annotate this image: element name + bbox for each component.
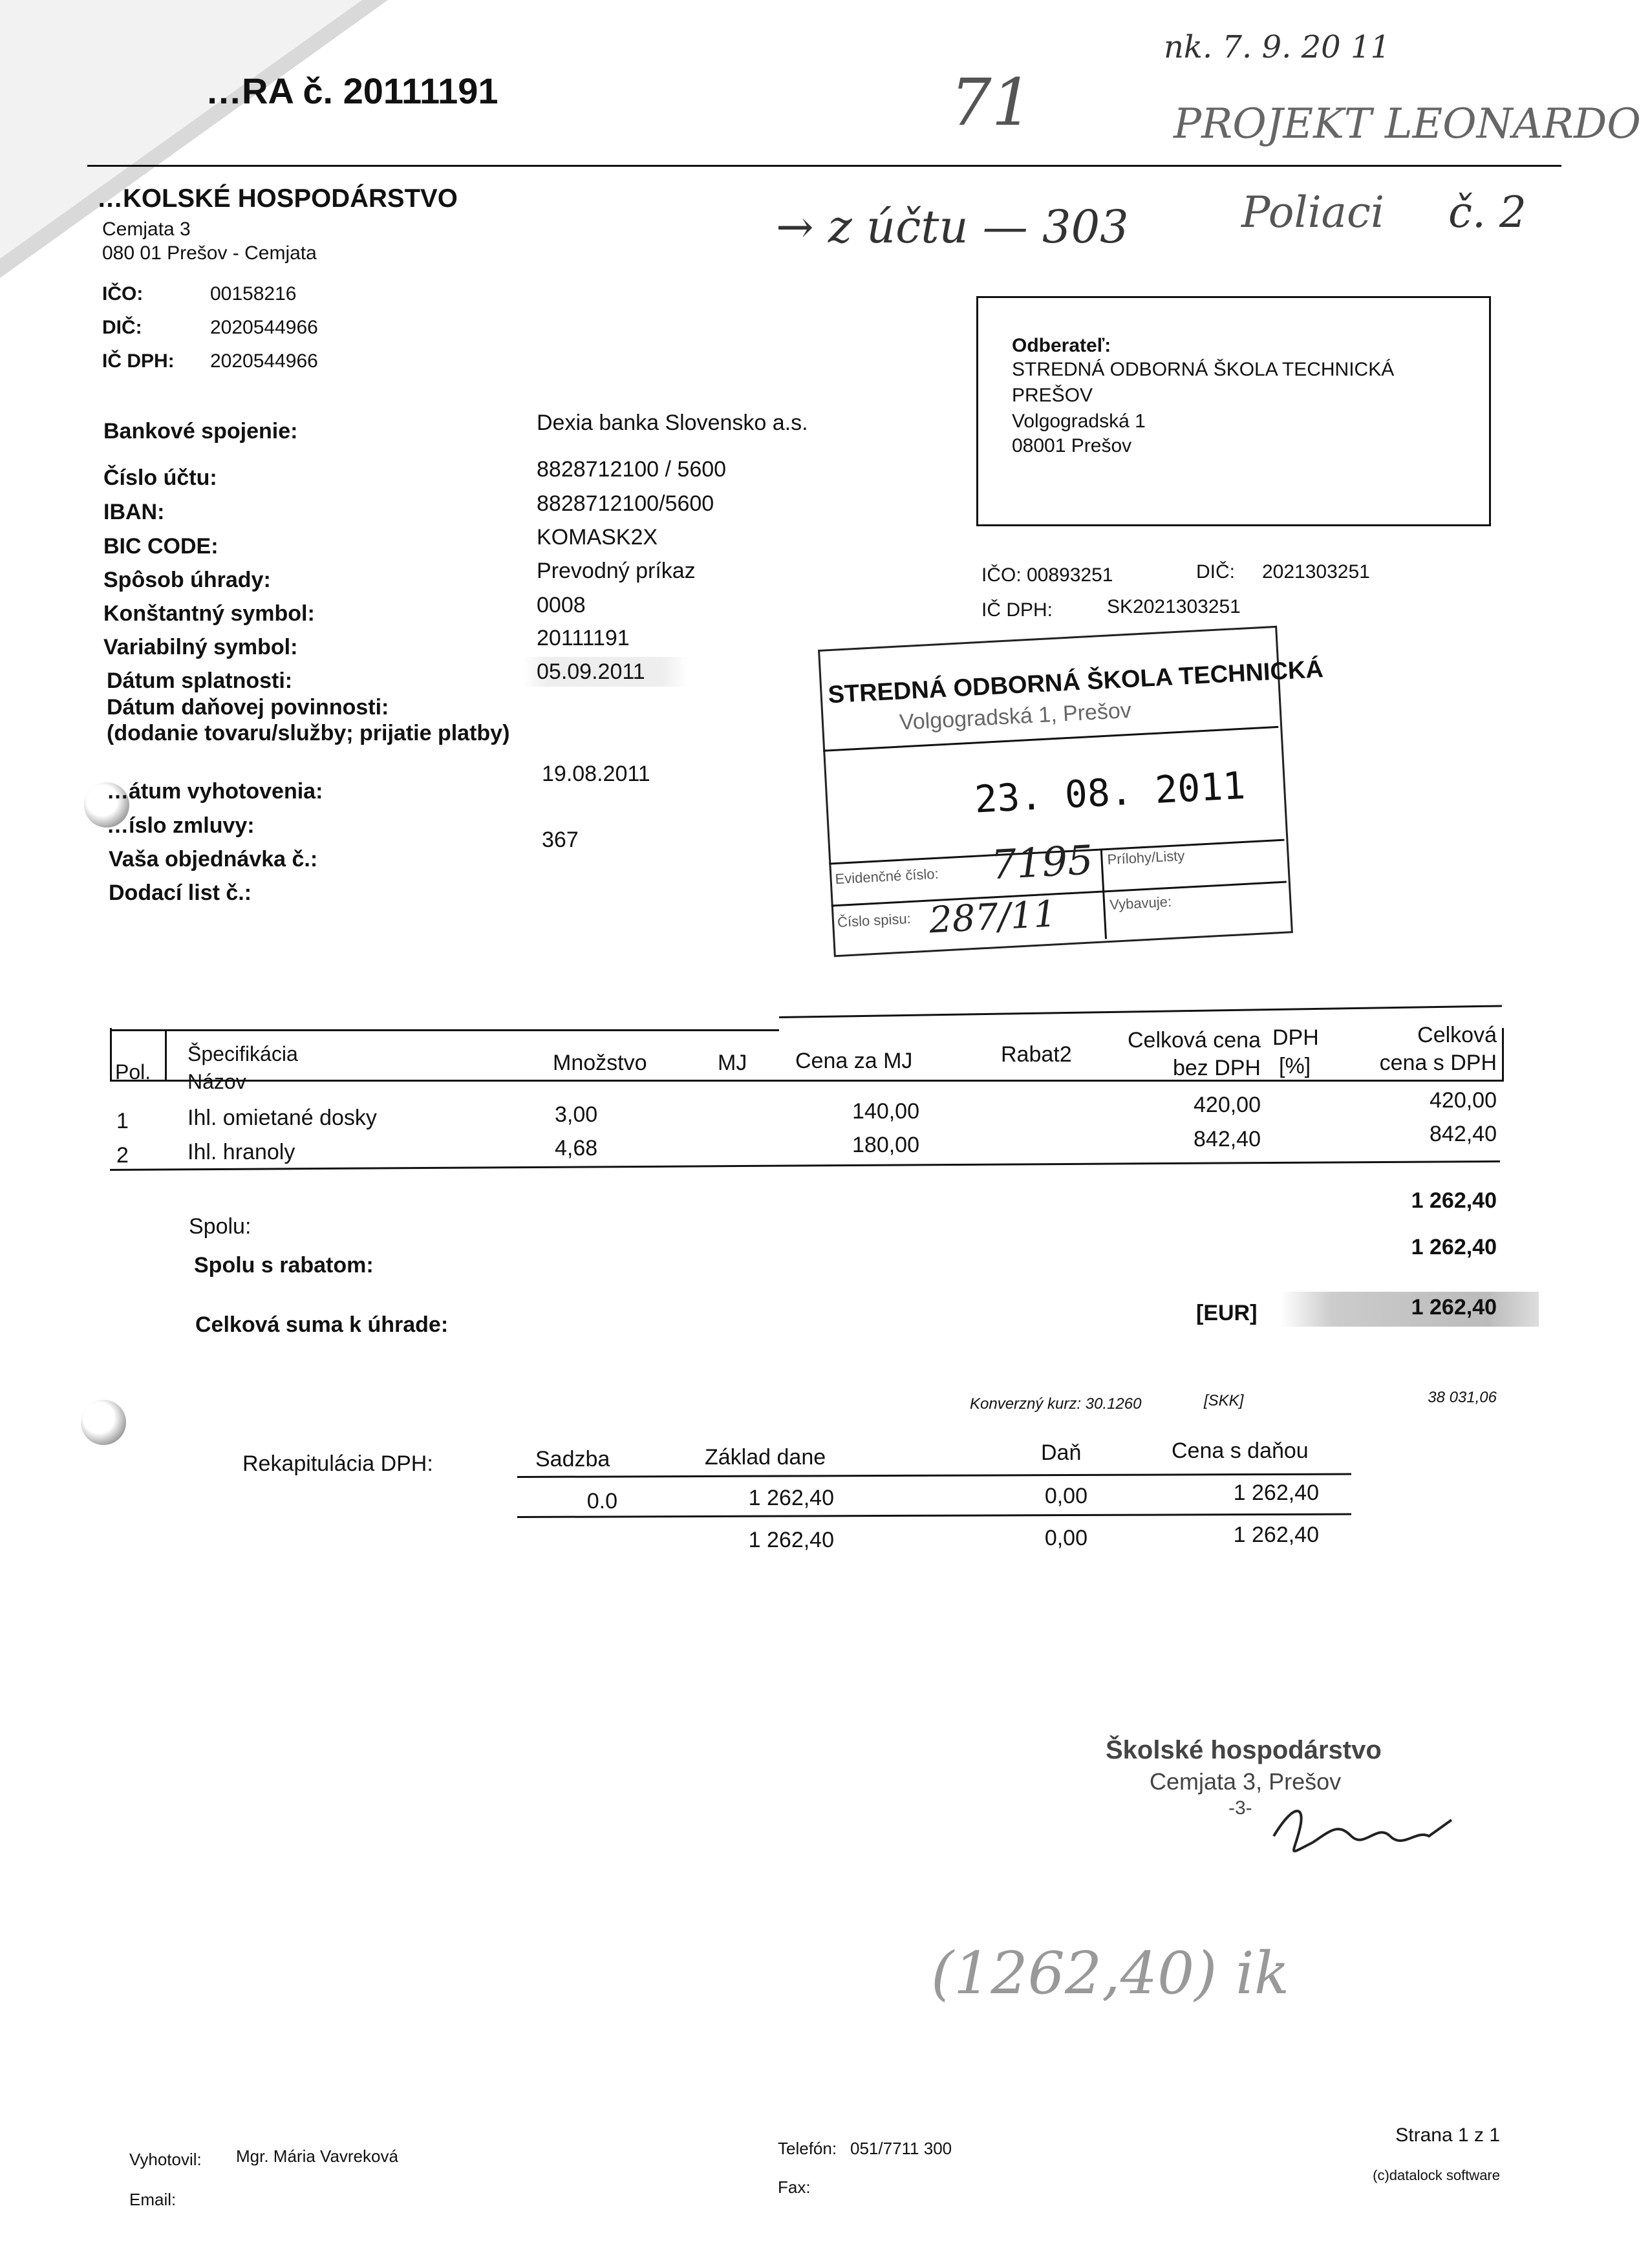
recap-row-dan: 0,00 (1044, 1484, 1088, 1508)
footer-page-number: Strana 1 z 1 (1395, 2124, 1500, 2146)
skk-value: 38 031,06 (1428, 1389, 1497, 1406)
col-rabat: Rabat2 (1001, 1042, 1072, 1067)
row-nazov: Ihl. omietané dosky (188, 1106, 377, 1130)
payment-label: Variabilný symbol: (103, 635, 298, 659)
payment-value: 05.09.2011 (537, 659, 645, 684)
customer-dic: 2021303251 (1262, 561, 1370, 583)
row-nazov: Ihl. hranoly (188, 1140, 295, 1164)
issue-date-label: …átum vyhotovenia: (107, 779, 323, 804)
footer-telefon-label: Telefón: (778, 2139, 837, 2158)
handwritten-number: 71 (950, 65, 1033, 140)
handwritten-date: nk. 7. 9. 20 11 (1164, 29, 1391, 65)
handwritten-account: → z účtu — 303 (776, 200, 1129, 253)
supplier-city: 080 01 Prešov - Cemjata (102, 242, 317, 264)
handwritten-total: (1262,40) ik (931, 1940, 1290, 2007)
table-col-divider (165, 1029, 167, 1081)
stamp-spis-label: Číslo spisu: (837, 910, 912, 930)
payment-value: Dexia banka Slovensko a.s. (537, 411, 808, 435)
stamp-evid-value: 7195 (989, 836, 1095, 889)
recap-col-cena: Cena s daňou (1172, 1439, 1309, 1463)
header-rule (87, 165, 1561, 167)
signature-name: Školské hospodárstvo (1106, 1736, 1382, 1764)
contract-value: 367 (542, 828, 579, 852)
customer-ico: 00893251 (1027, 564, 1113, 586)
customer-line: PREŠOV (1012, 385, 1093, 406)
payment-value: KOMASK2X (537, 525, 658, 550)
footer-fax-label: Fax: (778, 2177, 811, 2197)
recap-row-cena: 1 262,40 (1233, 1481, 1319, 1505)
payment-label: IBAN: (103, 500, 165, 524)
punch-hole (81, 1400, 126, 1445)
recap-row-sadzba: 0.0 (586, 1489, 617, 1514)
stamp-school: STREDNÁ ODBORNÁ ŠKOLA TECHNICKÁ (827, 656, 1324, 709)
col-bez-dph-2: bez DPH (1172, 1056, 1261, 1080)
recap-sum-cena: 1 262,40 (1233, 1523, 1319, 1547)
skk-label: [SKK] (1204, 1392, 1244, 1409)
supplier-icdph-label: IČ DPH: (102, 350, 175, 372)
recap-col-zaklad: Základ dane (705, 1445, 826, 1470)
payment-value: 8828712100 / 5600 (537, 457, 727, 482)
recap-col-dan: Daň (1041, 1440, 1082, 1465)
invoice-title: …RA č. 20111191 (206, 70, 498, 111)
payment-label: Dátum splatnosti: (107, 669, 293, 693)
received-stamp (818, 626, 1324, 957)
delivery-label: Dodací list č.: (109, 881, 252, 905)
handwritten-cislo: č. 2 (1448, 187, 1527, 237)
table-top-rule (110, 1029, 779, 1031)
tax-date-label-note: (dodanie tovaru/služby; prijatie platby) (107, 721, 510, 745)
payment-label: Bankové spojenie: (103, 419, 298, 444)
stamp-evid-label: Evidenčné číslo: (834, 865, 939, 888)
row-bez-dph: 842,40 (1194, 1127, 1261, 1151)
customer-line: 08001 Prešov (1012, 435, 1132, 456)
tax-date-value: 19.08.2011 (542, 762, 650, 786)
table-top-rule (779, 1005, 1502, 1018)
row-s-dph: 842,40 (1430, 1122, 1497, 1146)
table-row: 1 (116, 1109, 129, 1133)
col-cena: Cena za MJ (795, 1049, 913, 1073)
footer-telefon: 051/7711 300 (850, 2139, 952, 2158)
payment-value: 8828712100/5600 (537, 491, 714, 516)
conversion-rate: Konverzný kurz: 30.1260 (970, 1395, 1142, 1413)
customer-icdph: SK2021303251 (1107, 596, 1241, 617)
suma-label: Celková suma k úhrade: (195, 1312, 449, 1337)
supplier-name: …KOLSKÉ HOSPODÁRSTVO (97, 184, 458, 213)
payment-label: Spôsob úhrady: (103, 568, 271, 592)
supplier-street: Cemjata 3 (102, 219, 191, 240)
recap-sum-rule (517, 1513, 1351, 1518)
supplier-ico-label: IČO: (102, 283, 144, 305)
stamp-date: 23. 08. 2011 (973, 763, 1247, 822)
handwritten-project: PROJEKT LEONARDO (1173, 100, 1641, 148)
row-cena: 140,00 (852, 1099, 919, 1124)
stamp-spis-value: 287/11 (928, 893, 1058, 942)
stamp-vybavuje-label: Vybavuje: (1109, 893, 1172, 913)
supplier-ico: 00158216 (210, 283, 297, 305)
recap-sum-dan: 0,00 (1044, 1526, 1088, 1550)
col-dph-2: [%] (1279, 1054, 1311, 1078)
spolu-value: 1 262,40 (1411, 1188, 1497, 1213)
footer-software: (c)datalock software (1373, 2167, 1500, 2183)
supplier-dic: 2020544966 (210, 317, 318, 338)
suma-value: 1 262,40 (1411, 1295, 1497, 1320)
payment-label: Konštantný symbol: (103, 601, 315, 626)
customer-dic-label: DIČ: (1196, 561, 1235, 583)
supplier-icdph: 2020544966 (210, 350, 318, 372)
signature-address: Cemjata 3, Prešov (1150, 1768, 1342, 1795)
payment-value: Prevodný príkaz (537, 559, 696, 583)
recap-sum-zaklad: 1 262,40 (748, 1528, 834, 1552)
recap-col-sadzba: Sadzba (535, 1447, 610, 1471)
col-s-dph-2: cena s DPH (1379, 1051, 1497, 1075)
customer-line: STREDNÁ ODBORNÁ ŠKOLA TECHNICKÁ (1012, 359, 1395, 380)
row-mnozstvo: 4,68 (555, 1136, 598, 1161)
col-dph-1: DPH (1272, 1025, 1319, 1050)
stamp-attach-label: Prílohy/Listy (1106, 847, 1185, 868)
supplier-dic-label: DIČ: (102, 317, 142, 338)
col-pol: Pol. (115, 1060, 151, 1084)
spolu-label: Spolu: (189, 1214, 252, 1239)
handwritten-poliaci: Poliaci (1241, 187, 1385, 237)
col-nazov: Názov (188, 1070, 246, 1093)
col-mnozstvo: Množstvo (553, 1051, 647, 1075)
payment-value: 20111191 (537, 626, 630, 650)
recap-header-rule (517, 1473, 1351, 1478)
handwritten-signature (1267, 1791, 1461, 1862)
footer-vyhotovil: Mgr. Mária Vavreková (236, 2146, 398, 2166)
order-label: Vaša objednávka č.: (109, 847, 318, 872)
row-bez-dph: 420,00 (1194, 1093, 1261, 1117)
col-spec: Špecifikácia (188, 1042, 298, 1065)
signature-mark: -3- (1228, 1797, 1252, 1819)
payment-value: 0008 (537, 593, 586, 617)
recap-row-zaklad: 1 262,40 (748, 1486, 834, 1510)
footer-vyhotovil-label: Vyhotovil: (129, 2150, 202, 2169)
rabat-value: 1 262,40 (1411, 1235, 1497, 1259)
col-bez-dph-1: Celková cena (1127, 1028, 1261, 1053)
table-row: 2 (116, 1143, 129, 1168)
row-cena: 180,00 (852, 1133, 919, 1157)
customer-ico-label: IČO: (981, 564, 1022, 586)
footer-email-label: Email: (129, 2190, 177, 2209)
row-s-dph: 420,00 (1430, 1088, 1497, 1113)
table-bottom-rule (110, 1161, 1500, 1171)
tax-date-label: Dátum daňovej povinnosti: (107, 695, 389, 720)
row-mnozstvo: 3,00 (555, 1102, 598, 1127)
rabat-label: Spolu s rabatom: (194, 1253, 374, 1278)
currency-label: [EUR] (1196, 1301, 1258, 1325)
col-mj: MJ (718, 1051, 747, 1075)
recap-label: Rekapitulácia DPH: (242, 1451, 433, 1476)
customer-heading: Odberateľ: (1012, 335, 1111, 356)
customer-line: Volgogradská 1 (1012, 411, 1146, 432)
col-s-dph-1: Celková (1417, 1023, 1497, 1047)
stamp-address: Volgogradská 1, Prešov (899, 698, 1132, 735)
payment-label: BIC CODE: (103, 534, 219, 559)
customer-icdph-label: IČ DPH: (981, 599, 1053, 621)
payment-label: Číslo účtu: (103, 465, 217, 490)
contract-label: …íslo zmluvy: (107, 813, 255, 838)
